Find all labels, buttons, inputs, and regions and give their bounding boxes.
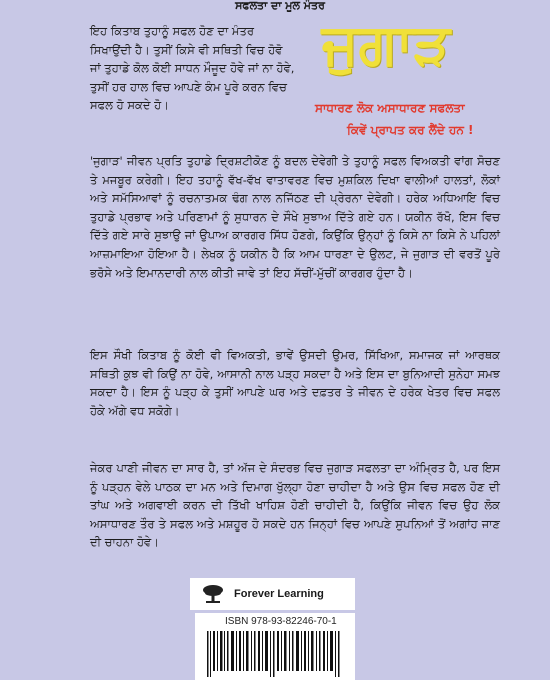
barcode-area xyxy=(195,613,355,680)
subtitle-line-2: ਕਿਵੇਂ ਪ੍ਰਾਪਤ ਕਰ ਲੈਂਦੇ ਹਨ ! xyxy=(347,123,474,137)
body-paragraph-2: 'ਜੁਗਾੜ' ਜੀਵਨ ਪ੍ਰਤਿ ਤੁਹਾਡੇ ਦ੍ਰਿਸ਼ਟੀਕੋਣ ਨੂੰ ਬਦਲ ਦੇਵੇਗੀ ਤੇ ਤੁਹਾਨੂੰ ਸਫਲ ਵਿਅਕਤੀ ਵਾਂਗ ਸੋਚਣ ਤੇ ਮਜਬੂਰ ਕਰੇਗੀ। ਇਹ ਤਹਾਨੂੰ ਵੱਖ-ਵੱਖ ਵਾਤਾਵਰਣ ਵਿਚ ਮੁਸ਼ਕਿਲ ਦਿਖਾ ਵਾਲੀਆਂ ਹਾਲਤਾਂ, ਲੋਕਾਂ ਅਤੇ ਸਮੱਸਿਆਵਾਂ ਨੂੰ ਰਚਨਾਤਮਕ ਢੰਗ ਨਾਲ ਨਜਿੱਠਣ ਦੀ ਪ੍ਰੇਰਨਾ ਦੇਵੇਗੀ। ਹਰੇਕ ਅਧਿਆਇ ਵਿਚ ਤੁਹਾਡੇ ਪ੍ਰਭਾਵ ਅਤੇ ਪਰਿਣਾਮਾਂ ਨੂੰ ਸੁਧਾਰਨ ਦੇ ਸੌਖੇ ਸੁਝਾਅ ਦਿੱਤੇ ਗਏ ਹਨ। ਯਕੀਨ ਰੱਖੋ, ਇਸ ਵਿਚ ਦਿੱਤੇ ਗਏ ਸਾਰੇ ਸੁਝਾਉ ਜਾਂ ਉਪਾਅ ਕਾਰਗਰ ਸਿੱਧ ਹੋਣਗੇ, ਕਿਉਂਕਿ ਉਨ੍ਹਾਂ ਨੂੰ ਕਿਸੇ ਨਾ ਕਿਸੇ ਨੇ ਪਹਿਲਾਂ ਆਜ਼ਮਾਇਆ ਹੋਇਆ ਹੈ। ਲੇਖਕ ਨੂੰ ਯਕੀਨ ਹੈ ਕਿ ਆਮ ਧਾਰਣਾ ਦੇ ਉਲਟ, ਜੇ ਜੁਗਾੜ ਦੀ ਵਰਤੋਂ ਪੂਰੇ ਭਰੋਸੇ ਅਤੇ ਇਮਾਨਦਾਰੀ ਨਾਲ ਕੀਤੀ ਜਾਵੇ ਤਾਂ ਇਹ ਸੱਚੀਂ-ਮੁੱਚੀਂ ਕਾਰਗਰ ਹੁੰਦਾ ਹੈ। xyxy=(90,154,500,280)
subtitle-line-1: ਸਾਧਾਰਣ ਲੋਕ ਅਸਾਧਾਰਣ ਸਫਲਤਾ xyxy=(315,101,465,115)
body-paragraph-4: ਜੇਕਰ ਪਾਣੀ ਜੀਵਨ ਦਾ ਸਾਰ ਹੈ, ਤਾਂ ਅੱਜ ਦੇ ਸੰਦਰਭ ਵਿਚ ਜੁਗਾੜ ਸਫਲਤਾ ਦਾ ਅੰਮ੍ਰਿਤ ਹੈ, ਪਰ ਇਸ ਨੂੰ ਪੜ੍ਹਨ ਵੇਲੇ ਪਾਠਕ ਦਾ ਮਨ ਅਤੇ ਦਿਮਾਗ ਖੁੱਲ੍ਹਾ ਹੋਣਾ ਚਾਹੀਦਾ ਹੈ ਅਤੇ ਉਸ ਵਿਚ ਸਫਲ ਹੋਣ ਦੀ ਤਾਂਘ ਅਤੇ ਅਗਵਾਈ ਕਰਨ ਦੀ ਤਿੱਖੀ ਖਾਹਿਸ਼ ਹੋਣੀ ਚਾਹੀਦੀ ਹੈ, ਕਿਉਂਕਿ ਜੀਵਨ ਵਿਚ ਉਹ ਲੋਕ ਅਸਾਧਾਰਣ ਤੌਰ ਤੇ ਸਫਲ ਅਤੇ ਮਸ਼ਹੂਰ ਹੋ ਸਕਦੇ ਹਨ ਜਿਨ੍ਹਾਂ ਵਿਚ ਆਪਣੇ ਸੁਪਨਿਆਂ ਤੋਂ ਅਗਾਂਹ ਜਾਣ ਦੀ ਚਾਹਨਾ ਹੋਵੇ। xyxy=(90,461,500,550)
tree-icon xyxy=(202,583,224,605)
title-block xyxy=(295,10,515,150)
intro-paragraph: ਇਹ ਕਿਤਾਬ ਤੁਹਾਨੂੰ ਸਫਲ ਹੋਣ ਦਾ ਮੰਤਰ ਸਿਖਾਉਂਦੀ ਹੈ। ਤੁਸੀਂ ਕਿਸੇ ਵੀ ਸਥਿਤੀ ਵਿਚ ਹੋਵੋ ਜਾਂ ਤੁਹਾਡੇ ਕੋਲ ਕੋਈ ਸਾਧਨ ਮੌਜੂਦ ਹੋਵੇ ਜਾਂ ਨਾ ਹੋਵੇ, ਤੁਸੀਂ ਹਰ ਹਾਲ ਵਿਚ ਆਪਣੇ ਕੰਮ ਪੂਰੇ ਕਰਨ ਵਿਚ ਸਫਲ ਹੋ ਸਕਦੇ ਹੋ। xyxy=(90,24,295,113)
header-tagline: ਸਫਲਤਾ ਦਾ ਮੂਲ ਮੰਤਰ xyxy=(235,0,325,12)
isbn-number: ISBN 978-93-82246-70-1 xyxy=(225,616,337,627)
publisher-logo xyxy=(190,578,355,610)
barcode-image xyxy=(205,631,345,677)
body-paragraph-3: ਇਸ ਸੌਖੀ ਕਿਤਾਬ ਨੂੰ ਕੋਈ ਵੀ ਵਿਅਕਤੀ, ਭਾਵੇਂ ਉਸਦੀ ਉਮਰ, ਸਿੱਖਿਆ, ਸਮਾਜਕ ਜਾਂ ਆਰਥਕ ਸਥਿਤੀ ਕੁਝ ਵੀ ਕਿਉਂ ਨਾ ਹੋਵੇ, ਆਸਾਨੀ ਨਾਲ ਪੜ੍ਹ ਸਕਦਾ ਹੈ ਅਤੇ ਇਸ ਦਾ ਬੁਨਿਆਦੀ ਸੁਨੇਹਾ ਸਮਝ ਸਕਦਾ ਹੈ। ਇਸ ਨੂੰ ਪੜ੍ਹ ਕੇ ਤੁਸੀਂ ਆਪਣੇ ਘਰ ਅਤੇ ਦਫ਼ਤਰ ਤੇ ਜੀਵਨ ਦੇ ਹਰੇਕ ਖੇਤਰ ਵਿਚ ਸਫਲ ਹੋਕੇ ਅੱਗੇ ਵਧ ਸਕੋਗੇ। xyxy=(90,348,500,418)
publisher-name: Forever Learning xyxy=(234,588,324,600)
book-title: ਜੁਗਾੜ xyxy=(321,12,451,77)
